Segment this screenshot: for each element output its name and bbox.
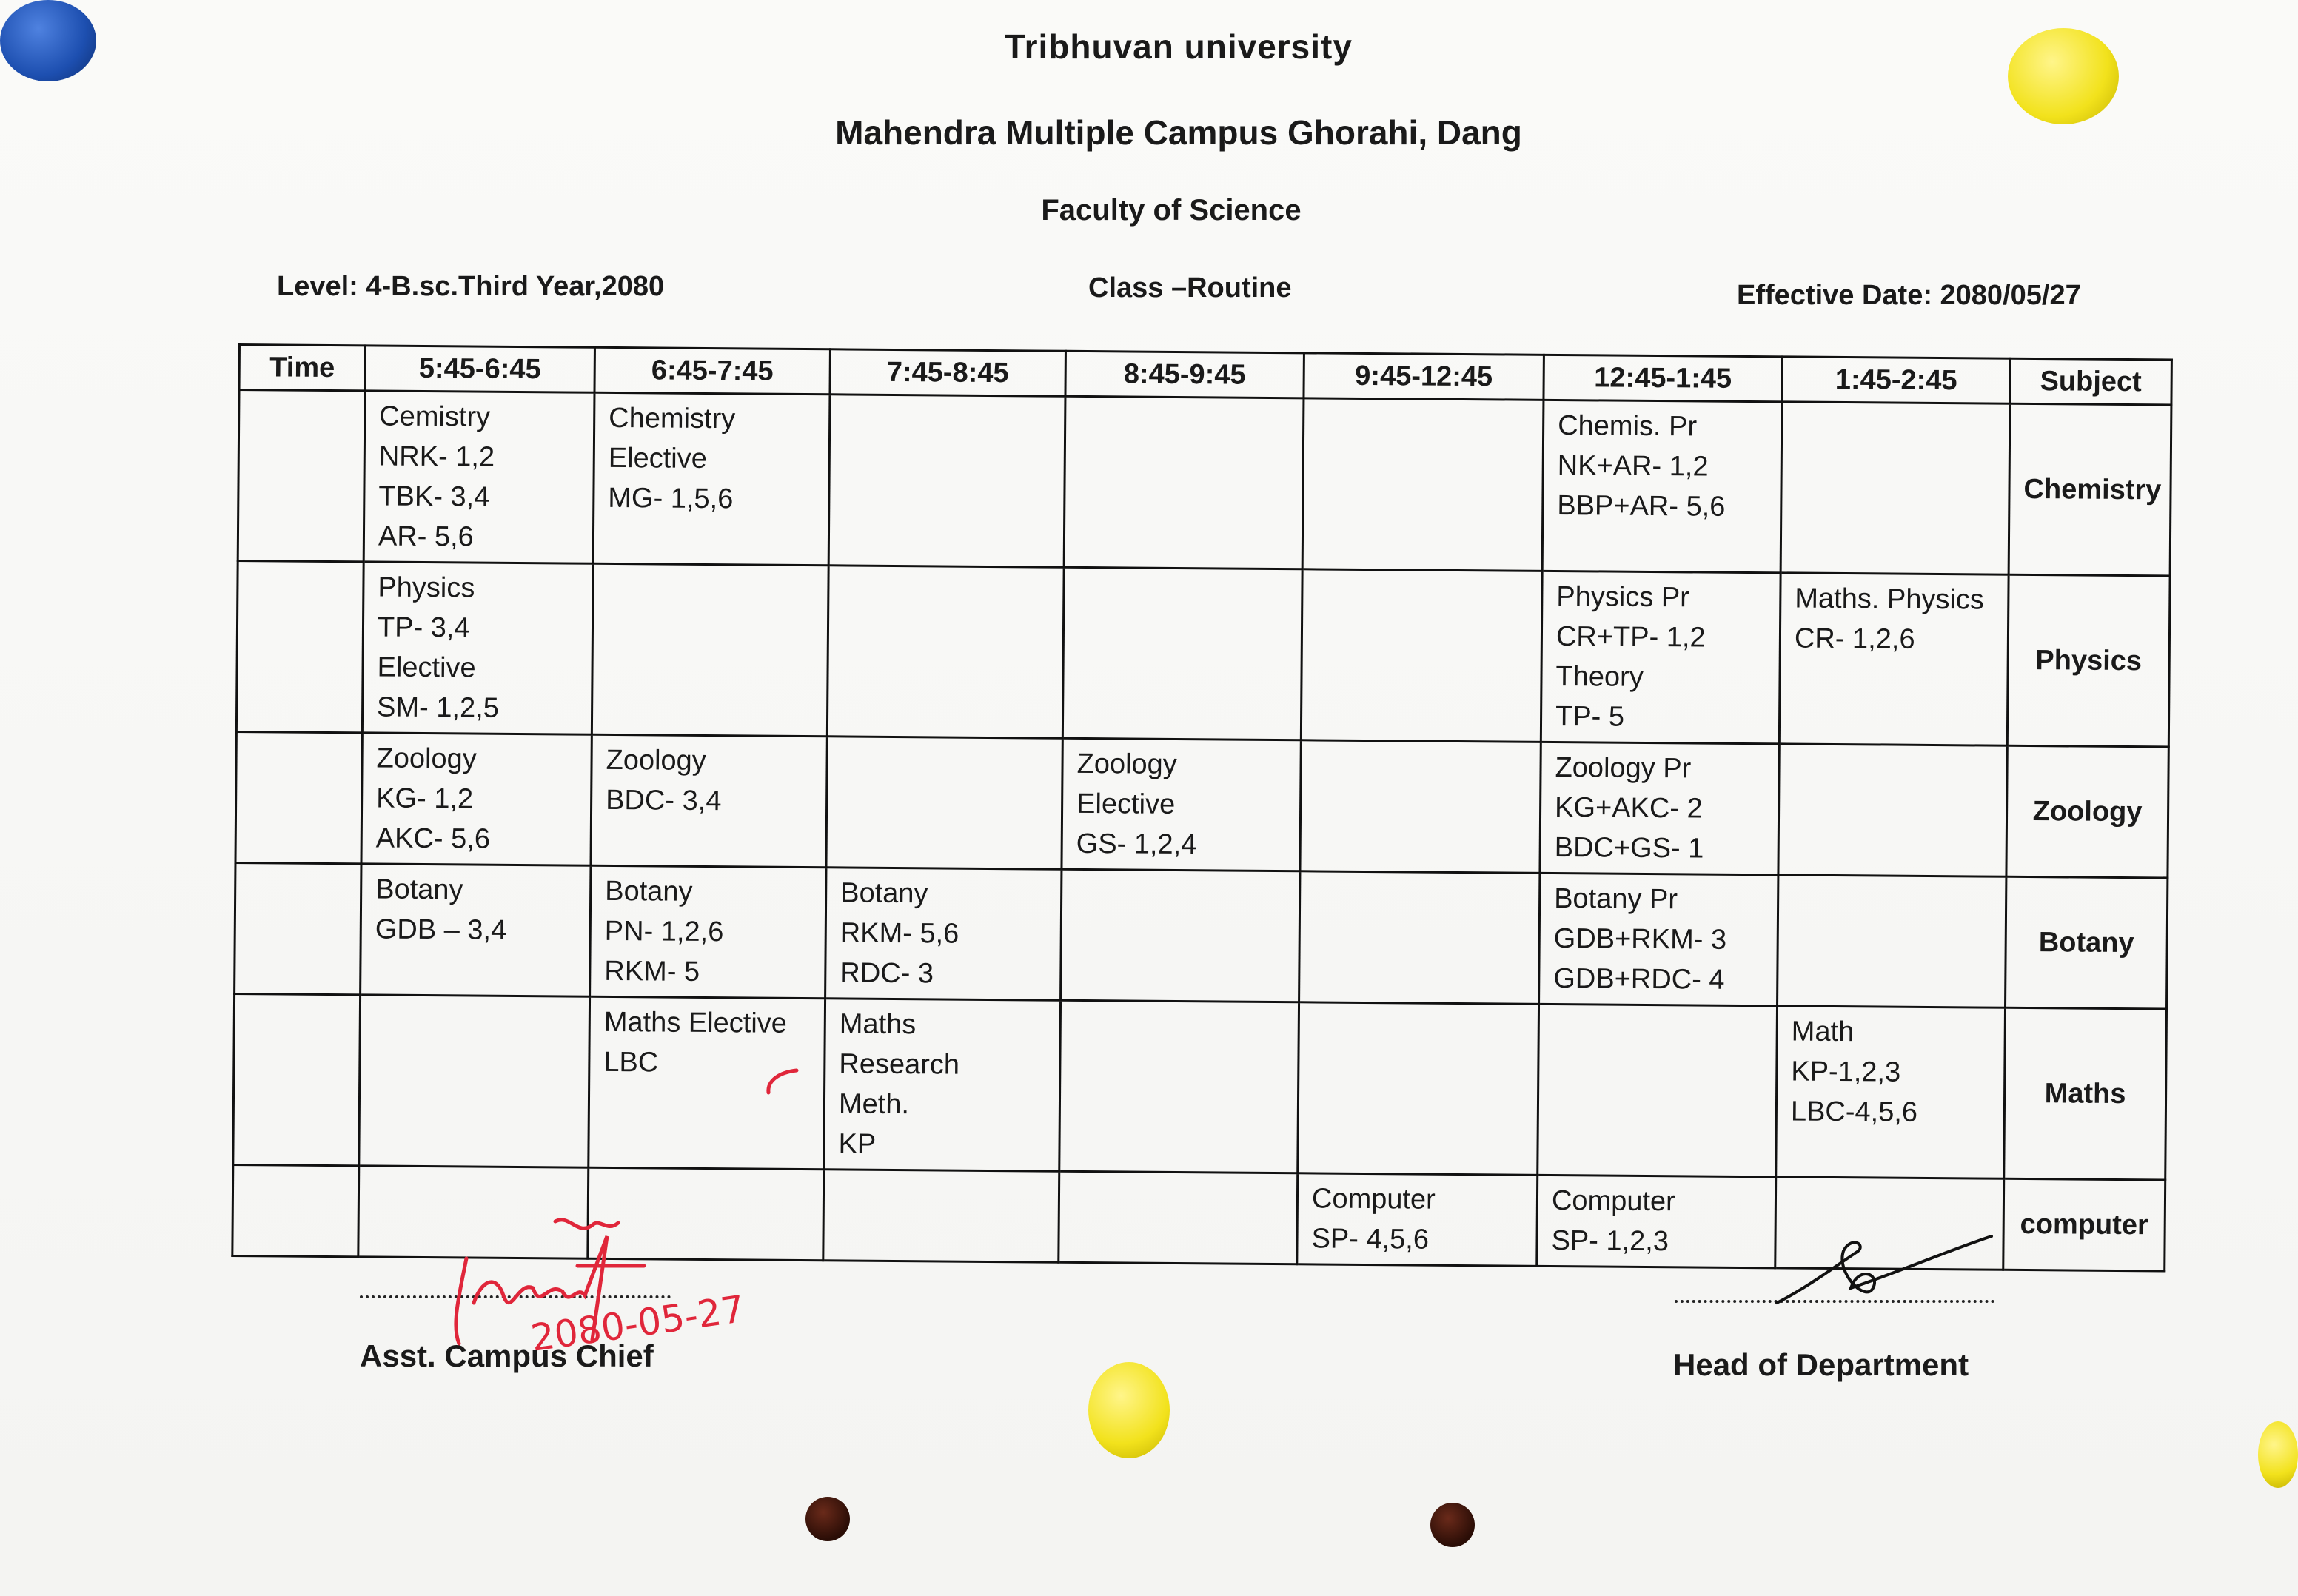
- column-header: 7:45-8:45: [830, 349, 1065, 396]
- cell-text: KG- 1,2: [376, 782, 474, 815]
- cell-text: BDC+GS- 1: [1554, 831, 1704, 865]
- table-cell: [235, 731, 362, 863]
- table-cell: [1298, 1002, 1539, 1176]
- table-cell: [1541, 571, 1781, 744]
- table-cell: [238, 390, 365, 562]
- column-header: Time: [239, 345, 365, 391]
- table-cell: [233, 993, 361, 1165]
- cell-text: Elective: [377, 651, 476, 684]
- cell-text: BBP+AR- 5,6: [1557, 489, 1726, 523]
- class-routine-label: Class –Routine: [1088, 272, 1292, 304]
- cell-text: Botany: [605, 875, 693, 908]
- asst-campus-chief-label: Asst. Campus Chief: [360, 1338, 654, 1373]
- cell-text: TP- 3,4: [377, 611, 470, 644]
- yellow-pushpin-icon: [2008, 28, 2119, 124]
- table-cell: [1299, 871, 1540, 1005]
- cell-text: GDB+RDC- 4: [1553, 962, 1725, 996]
- column-header: 12:45-1:45: [1544, 355, 1782, 402]
- effective-date-label: Effective Date: 2080/05/27: [1737, 280, 2081, 311]
- table-cell: [827, 566, 1064, 738]
- table-cell: [235, 862, 361, 994]
- cell-text: Maths. Physics: [1795, 583, 1985, 616]
- table-cell: [590, 865, 826, 998]
- table-cell: [362, 562, 593, 734]
- table-cell: [232, 1164, 359, 1256]
- right-signature: [1762, 1221, 1999, 1318]
- table-cell: [361, 733, 592, 865]
- cell-text: Botany: [375, 874, 463, 906]
- university-title: Tribhuvan university: [1005, 27, 1353, 66]
- yellow-pushpin-icon: [2258, 1421, 2298, 1488]
- cell-text: GDB+RKM- 3: [1553, 922, 1727, 956]
- subject-cell: Zoology: [2006, 745, 2168, 878]
- subject-cell: Chemistry: [2009, 403, 2171, 576]
- cell-text: CR+TP- 1,2: [1555, 620, 1706, 654]
- cell-text: NRK- 1,2: [378, 440, 495, 473]
- cell-text: Research: [839, 1048, 960, 1081]
- table-cell: [364, 391, 594, 563]
- blue-pushpin-icon: [0, 0, 96, 81]
- left-signature-date: 2080-05-27: [528, 1287, 748, 1360]
- cell-text: PN- 1,2,6: [604, 915, 724, 948]
- cell-text: Computer: [1311, 1183, 1436, 1216]
- cell-text: Physics: [378, 571, 475, 604]
- table-cell: [1539, 873, 1778, 1006]
- column-header: Subject: [2010, 358, 2171, 405]
- table-cell: [823, 1170, 1059, 1262]
- faculty-title: Faculty of Science: [1041, 194, 1302, 227]
- cell-text: KP: [838, 1128, 877, 1160]
- subject-cell: Maths: [2004, 1007, 2167, 1180]
- table-cell: [1297, 1173, 1538, 1267]
- table-cell: [824, 999, 1061, 1171]
- table-row: [238, 390, 2171, 576]
- cell-text: GS- 1,2,4: [1076, 828, 1197, 861]
- table-cell: [1064, 396, 1304, 569]
- routine-body: [232, 390, 2171, 1271]
- cell-text: TP- 5: [1555, 700, 1625, 733]
- dark-pushpin-icon: [805, 1497, 850, 1541]
- column-header: 5:45-6:45: [365, 346, 594, 392]
- table-cell: [1778, 875, 2006, 1007]
- cell-text: Chemis. Pr: [1558, 410, 1698, 443]
- cell-text: CR- 1,2,6: [1794, 623, 1915, 655]
- table-row: [236, 561, 2170, 747]
- table-cell: [1540, 742, 1779, 875]
- table-cell: [826, 737, 1062, 869]
- cell-text: Physics Pr: [1556, 580, 1690, 614]
- cell-text: KG+AKC- 2: [1554, 791, 1703, 825]
- cell-text: Maths: [839, 1008, 917, 1041]
- table-cell: [1061, 869, 1300, 1002]
- cell-text: Zoology Pr: [1555, 751, 1692, 785]
- cell-text: Computer: [1551, 1184, 1675, 1218]
- cell-text: Botany Pr: [1553, 882, 1678, 916]
- dark-pushpin-icon: [1430, 1503, 1475, 1547]
- cell-text: SP- 4,5,6: [1311, 1223, 1430, 1255]
- subject-cell: Physics: [2007, 574, 2170, 747]
- table-cell: [1059, 1000, 1299, 1173]
- table-cell: [1779, 573, 2009, 745]
- cell-text: RDC- 3: [840, 957, 934, 990]
- cell-text: LBC-4,5,6: [1790, 1096, 1918, 1128]
- cell-text: AR- 5,6: [378, 520, 474, 553]
- cell-text: Zoology: [1076, 748, 1177, 780]
- table-cell: [1781, 402, 2010, 574]
- cell-text: LBC: [603, 1046, 659, 1079]
- cell-text: Zoology: [606, 744, 706, 777]
- column-header: 8:45-9:45: [1065, 351, 1304, 398]
- table-cell: [1537, 1175, 1776, 1268]
- table-cell: [236, 561, 364, 733]
- cell-text: Elective: [608, 442, 708, 475]
- table-cell: [1778, 744, 2007, 876]
- head-of-department-label: Head of Department: [1673, 1347, 1969, 1382]
- cell-text: Botany: [840, 877, 928, 910]
- cell-text: KP-1,2,3: [1791, 1056, 1901, 1088]
- cell-text: Zoology: [376, 742, 477, 775]
- cell-text: GDB – 3,4: [375, 913, 507, 946]
- cell-text: Cemistry: [379, 400, 491, 433]
- table-cell: [1538, 1004, 1778, 1177]
- table-cell: [1542, 400, 1782, 573]
- subject-cell: Botany: [2006, 876, 2168, 1009]
- cell-text: Elective: [1076, 788, 1176, 820]
- table-cell: [1301, 569, 1542, 742]
- table-cell: [1302, 398, 1544, 571]
- subject-cell: computer: [2003, 1178, 2165, 1271]
- red-check-mark: [760, 1064, 804, 1102]
- level-label: Level: 4-B.sc.Third Year,2080: [277, 271, 665, 302]
- yellow-pushpin-icon: [1088, 1362, 1170, 1458]
- table-cell: [593, 392, 830, 565]
- campus-title: Mahendra Multiple Campus Ghorahi, Dang: [835, 113, 1522, 152]
- column-header: 1:45-2:45: [1782, 357, 2010, 403]
- routine-table: [231, 343, 2173, 1272]
- cell-text: Math: [1791, 1016, 1855, 1048]
- cell-text: BDC- 3,4: [606, 784, 722, 817]
- cell-text: SM- 1,2,5: [376, 691, 500, 724]
- cell-text: RKM- 5: [604, 955, 700, 988]
- table-cell: [359, 995, 590, 1167]
- cell-text: RKM- 5,6: [840, 917, 959, 950]
- cell-text: AKC- 5,6: [375, 822, 491, 855]
- table-cell: [825, 868, 1062, 1000]
- table-cell: [1300, 740, 1541, 874]
- cell-text: SP- 1,2,3: [1551, 1224, 1669, 1258]
- cell-text: Chemistry: [609, 402, 736, 435]
- table-cell: [1059, 1171, 1298, 1264]
- table-row: [235, 862, 2168, 1008]
- column-header: 6:45-7:45: [594, 347, 830, 394]
- table-cell: [1062, 567, 1302, 740]
- cell-text: Meth.: [838, 1088, 910, 1121]
- cell-text: TBK- 3,4: [378, 480, 490, 513]
- cell-text: MG- 1,5,6: [608, 482, 734, 515]
- cell-text: Theory: [1555, 660, 1644, 693]
- cell-text: Maths Elective: [603, 1006, 788, 1039]
- table-cell: [1776, 1006, 2006, 1178]
- column-header: 9:45-12:45: [1304, 353, 1544, 400]
- table-cell: [592, 563, 828, 736]
- table-row: [233, 993, 2167, 1179]
- table-cell: [828, 395, 1065, 567]
- table-cell: [361, 864, 591, 996]
- table-cell: [1062, 738, 1301, 871]
- table-row: [235, 731, 2168, 877]
- cell-text: NK+AR- 1,2: [1557, 449, 1709, 483]
- table-cell: [591, 734, 827, 867]
